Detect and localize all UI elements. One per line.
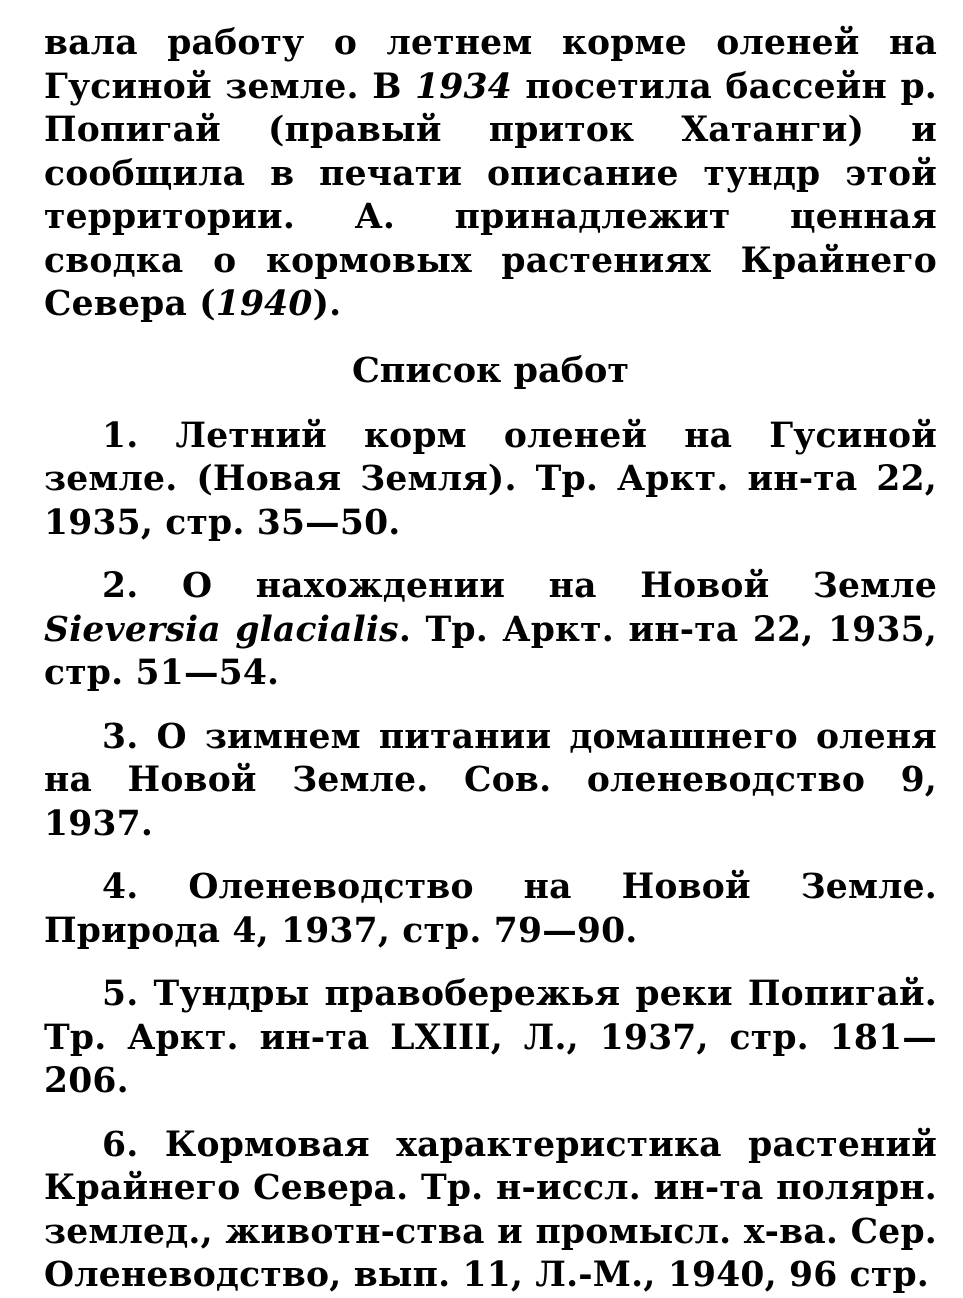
intro-paragraph bbox=[44, 22, 937, 327]
work-entry-4 bbox=[44, 866, 937, 953]
intro-year-1934: 1934 bbox=[415, 66, 512, 107]
work-entry-1 bbox=[44, 415, 937, 546]
work-number: 4. bbox=[102, 867, 139, 907]
work-text: Кормовая характеристика растений Крайнего Севера. Тр. н-иссл. ин-та полярн. землед., животн-ства и промысл. х-ва. Сер. Оленеводство, вып. 11, Л.-М., 1940, 96 стр. bbox=[44, 1124, 937, 1295]
work-text: Тундры правобережья реки Попигай. Тр. Аркт. ин-та LXIII, Л., 1937, стр. 181—206. bbox=[44, 974, 937, 1101]
work-number: 5. bbox=[102, 974, 139, 1014]
work-text: . Тр. Аркт. ин-та 22, 1935, стр. 51—54. bbox=[44, 609, 937, 693]
work-number: 6. bbox=[102, 1124, 139, 1165]
intro-text-3: ). bbox=[312, 284, 342, 324]
species-name: Sieversia glacialis bbox=[44, 609, 399, 650]
work-number: 1. bbox=[102, 415, 139, 456]
work-entry-5 bbox=[44, 973, 937, 1104]
work-entry-3 bbox=[44, 716, 937, 847]
work-text: Летний корм оленей на Гусиной земле. (Новая Земля). Тр. Аркт. ин-та 22, 1935, стр. 35—50. bbox=[44, 415, 937, 543]
work-text: О нахождении на Новой Земле bbox=[181, 566, 937, 606]
intro-year-1940: 1940 bbox=[215, 284, 313, 324]
work-text: О зимнем питании домашнего оленя на Новой Земле. Сов. оленеводство 9, 1937. bbox=[44, 716, 937, 844]
intro-text-2: посетила бассейн р. Попигай (правый приток Хатанги) и сообщила в печати описание тундр этой территории. А. принадлежит ценная сводка о кормовых растениях Крайнего Севера ( bbox=[44, 66, 938, 324]
work-text: Оленеводство на Новой Земле. Природа 4, 1937, стр. 79—90. bbox=[44, 867, 937, 951]
work-number: 3. bbox=[102, 716, 139, 757]
section-heading: Список работ bbox=[351, 349, 630, 391]
intro-text-1: вала работу о летнем корме оленей на Гусиной земле. В bbox=[44, 23, 937, 107]
work-entry-6 bbox=[44, 1124, 937, 1298]
work-entry-2 bbox=[44, 565, 937, 696]
work-number: 2. bbox=[102, 566, 139, 606]
